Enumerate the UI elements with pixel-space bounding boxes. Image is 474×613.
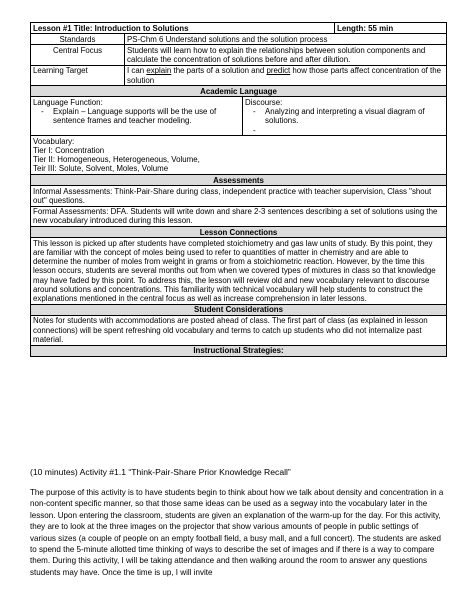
vocabulary-row <box>31 136 447 175</box>
language-function-bullet: Explain – Language supports will be the use of sentence frames and teacher modeling. <box>53 107 217 126</box>
formal-assessment-row <box>31 206 447 226</box>
learning-target-pre: I can <box>127 66 147 76</box>
learning-target-explain: explain <box>146 66 172 76</box>
student-considerations-heading: Student Considerations <box>31 304 447 315</box>
discourse-cell <box>243 97 447 136</box>
learning-target-predict: predict <box>266 66 291 76</box>
lesson-connections-row <box>31 238 447 304</box>
instructional-strategies-heading: Instructional Strategies: <box>31 345 447 356</box>
assessments-heading: Assessments <box>31 175 447 186</box>
language-function-row <box>31 97 447 136</box>
academic-language-heading: Academic Language <box>31 86 447 97</box>
activity-body: The purpose of this activity is to have students begin to think about how we talk about density and concentration in a non-content specific manner, so that those same ideas can be used as a segway into the vocabulary later in the lesson. Upon entering the classroom, students are given an explanation of the warm-up for the day. For this activity, they are to look at the three images on the projector that show various amounts of people in public settings of various sizes (a couple of people on an empty football field, a busy mall, and a full concert). The students are asked to spend the 5-minute allotted time thinking of ways to describe the set of images and if there is a way to compare them. During this activity, I will be taking attendance and then walking around the room to answer any questions students may have. Once the time is up, I will invite <box>30 488 444 577</box>
vocabulary-cell <box>31 136 447 175</box>
lesson-connections-heading-row <box>31 227 447 238</box>
lesson-connections-heading: Lesson Connections <box>31 227 447 238</box>
academic-language-heading-row <box>31 86 447 97</box>
instructional-strategies-heading-row <box>31 345 447 356</box>
discourse-empty-bullet <box>245 126 444 135</box>
learning-target-post: how those parts affect concentration of the solution <box>127 66 441 85</box>
language-function-bullet-item <box>33 107 240 125</box>
standards-label: Standards <box>31 34 125 45</box>
discourse-label: Discourse: <box>245 97 283 107</box>
central-focus-value: Students will learn how to explain the relationships between solution components and calculate the concentration of solutions before and after dilution. <box>125 45 447 65</box>
bullet-dash: - <box>253 107 256 117</box>
learning-target-label: Learning Target <box>31 65 125 85</box>
formal-assessment: Formal Assessments: DFA. Students will write down and share 2-3 sentences describing a set of solutions using the new vocabulary introduced during this lesson. <box>31 206 447 226</box>
lesson-length: Length: 55 min <box>335 23 447 34</box>
lesson-connections-text: This lesson is picked up after students have completed stoichiometry and gas law units of study. By this point, they are familiar with the concept of moles being used to refer to quantities of matter in chemistry and are able to determine the number of moles from weight in grams or from a stoichiometric reaction. However, by the time this lesson occurs, students are several months out from when we covered types of mixtures in class so that knowledge may have faded by this point. To address this, the lesson will review old and new vocabulary relevant to discourse around solutions and concentrations. This familiarity with technical vocabulary will help students to construct the explanations mentioned in the central focus as well as increase comprehension in later lessons. <box>31 238 447 304</box>
central-focus-label: Central Focus <box>31 45 125 65</box>
standards-value: PS-Chm 6 Understand solutions and the solution process <box>125 34 447 45</box>
language-function-label: Language Function: <box>33 97 103 107</box>
lesson-header-row <box>31 23 447 34</box>
informal-assessment: Informal Assessments: Think-Pair-Share during class, independent practice with teacher supervision, Class "shout out" questions. <box>31 186 447 206</box>
learning-target-value <box>125 65 447 85</box>
learning-target-mid: the parts of a solution and <box>171 66 267 76</box>
standards-row <box>31 34 447 45</box>
informal-assessment-row <box>31 186 447 206</box>
discourse-bullet-item <box>245 107 444 125</box>
activity-title: (10 minutes) Activity #1.1 “Think-Pair-Share Prior Knowledge Recall” <box>30 467 291 477</box>
vocabulary-tier-1: Tier I: Concentration <box>33 145 105 155</box>
bullet-dash: - <box>41 107 44 117</box>
bullet-dash: - <box>253 125 256 135</box>
central-focus-row <box>31 45 447 65</box>
learning-target-row <box>31 65 447 85</box>
assessments-heading-row <box>31 175 447 186</box>
lesson-plan-table <box>30 22 447 357</box>
vocabulary-label: Vocabulary: <box>33 136 75 146</box>
language-function-cell <box>31 97 243 136</box>
student-considerations-row <box>31 315 447 345</box>
discourse-bullet: Analyzing and interpreting a visual diagram of solutions. <box>265 107 425 126</box>
vocabulary-tier-2: Tier II: Homogeneous, Heterogeneous, Volume, <box>33 155 200 165</box>
vocabulary-tier-3: Teir III: Solute, Solvent, Moles, Volume <box>33 164 169 174</box>
lesson-title: Lesson #1 Title: Introduction to Solutions <box>31 23 335 34</box>
student-considerations-text: Notes for students with accommodations are posted ahead of class. The first part of class (as explained in lesson connections) will be spent refreshing old vocabulary and terms to catch up students who did not internalize past material. <box>31 315 447 345</box>
student-considerations-heading-row <box>31 304 447 315</box>
